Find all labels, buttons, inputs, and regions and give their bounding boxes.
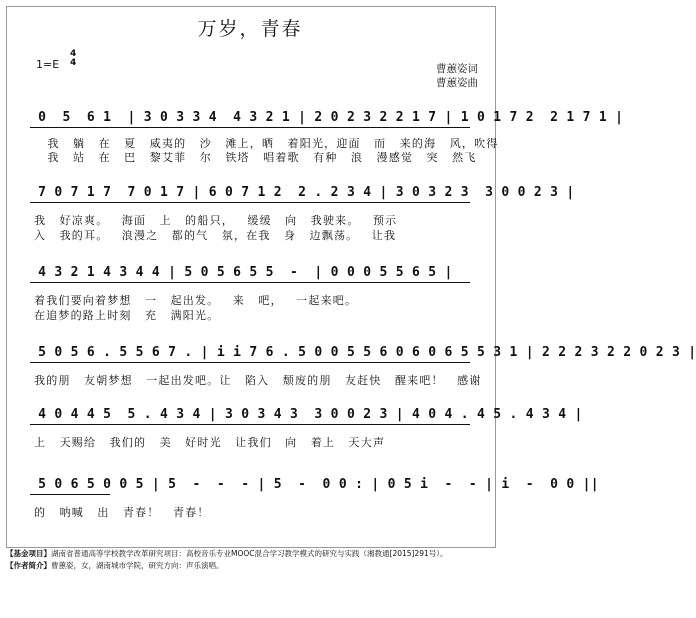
beam-line-2 [30,202,470,203]
lyricist: 曹蕙姿词 [436,63,478,75]
meter-bottom: 4 [70,58,77,68]
lyric-line-1a: 我 躺 在 夏 威夷的 沙 滩上，晒 着阳光，迎面 而 来的海 风，吹得 [34,137,499,150]
melody-line-5: 4 0 4 4 5 5 . 4 3 4 | 3 0 3 4 3 3 0 0 2 3 | 4 0 4 . 4 5 . 4 3 4 | [30,407,583,422]
melody-line-1: 0 5 6 1 | 3 0 3 3 4 4 3 2 1 | 2 0 2 3 2 2 1 7 | 1 0 1 7 2 2 1 7 1 | [30,110,624,125]
author-note [6,560,494,572]
lyric-line-3a: 着我们要向着梦想 一 起出发。 来 吧， 一起来吧。 [34,294,358,307]
time-signature [70,50,76,68]
credits [388,62,478,90]
lyric-line-2b: 入 我的耳。 浪漫之 都的气 氛，在我 身 边飘荡。 让我 [34,229,397,242]
melody-line-3: 4 3 2 1 4 3 4 4 | 5 0 5 6 5 5 - | 0 0 0 5 5 6 5 | [30,265,453,280]
lyric-line-1b: 我 站 在 巴 黎艾菲 尔 铁塔 唱着歌 有种 浪 漫感觉 突 然飞 [34,151,477,164]
lyric-line-2a: 我 好凉爽。 海面 上 的船只， 缓缓 向 我驶来。 预示 [34,214,398,227]
melody-line-6: 5 0 6 5 0 0 5 | 5 - - - | 5 - 0 0 : | 0 5 i - - | i - 0 0 || [30,477,599,492]
beam-line-1 [30,127,470,128]
beam-line-4 [30,362,470,363]
lyric-line-6a: 的 呐喊 出 青春！ 青春！ [34,506,210,519]
lyric-line-5a: 上 天赐给 我们的 美 好时光 让我们 向 着上 天大声 [34,436,386,449]
fund-note [6,548,494,560]
footnotes [6,548,494,572]
melody-line-2: 7 0 7 1 7 7 0 1 7 | 6 0 7 1 2 2 . 2 3 4 | 3 0 3 2 3 3 0 0 2 3 | [30,185,575,200]
song-title: 万岁，青春 [197,18,303,40]
fund-text: 湖南省普通高等学校教学改革研究项目：高校音乐专业MOOC混合学习教学模式的研究与实践（湘教通[2015]291号）。 [51,549,448,558]
meter-top: 4 [70,49,77,59]
fund-label: 【基金项目】 [6,549,51,558]
lyric-line-3b: 在追梦的路上时刻 充 满阳光。 [34,309,220,322]
melody-line-4: 5 0 5 6 . 5 5 6 7 . | i i 7 6 . 5 0 0 5 5 6 0 6 0 6 5 5 3 1 | 2 2 2 3 2 2 0 2 3 | [30,345,696,360]
key-signature: 1=E [36,58,60,71]
beam-line-3 [30,282,470,283]
author-text: 曹蕙姿，女，湖南城市学院，研究方向：声乐演唱。 [51,561,224,570]
composer: 曹蕙姿曲 [436,77,478,89]
lyric-line-4a: 我的朋 友朝梦想 一起出发吧。让 陷入 颓废的朋 友赶快 醒来吧！ 感谢 [34,374,482,387]
author-label: 【作者简介】 [6,561,51,570]
beam-line-6 [30,494,110,495]
beam-line-5 [30,424,470,425]
